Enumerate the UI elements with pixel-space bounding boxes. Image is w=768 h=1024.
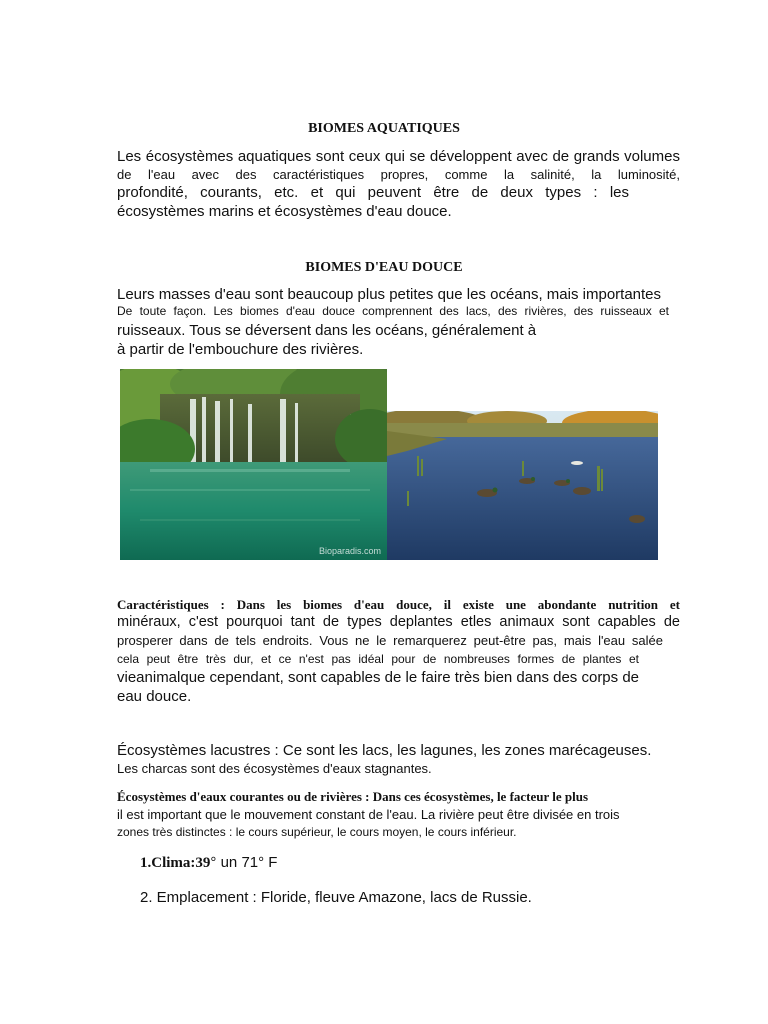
characteristics-line-2: minéraux, c'est pourquoi tant de types deplantes etles animaux sont capables de xyxy=(117,614,680,630)
page-title: BIOMES AQUATIQUES xyxy=(308,121,460,136)
clima-label: 1.Clima:39 xyxy=(140,855,211,871)
characteristics-line-3: prosperer dans de tels endroits. Vous ne le remarquerez peut-être pas, mais l'eau salée xyxy=(117,633,663,648)
lacustres-line-1: Écosystèmes lacustres : Ce sont les lacs, les lagunes, les zones marécageuses. xyxy=(117,742,652,759)
characteristics-line-6: eau douce. xyxy=(117,688,192,705)
freshwater-line-1: Leurs masses d'eau sont beaucoup plus petites que les océans, mais importantes xyxy=(117,286,662,303)
intro-line-2: de l'eau avec des caractéristiques propres, comme la salinité, la luminosité, xyxy=(117,167,680,182)
freshwater-line-4: à partir de l'embouchure des rivières. xyxy=(117,341,364,358)
characteristics-line-5: vieanimalque cependant, sont capables de le faire très bien dans des corps de xyxy=(117,669,640,686)
freshwater-line-2: De toute façon. Les biomes d'eau douce comprennent des lacs, des rivières, des ruisseaux et xyxy=(117,304,669,318)
list-item-clima xyxy=(140,854,703,872)
characteristics-line-4: cela peut être très dur, et ce n'est pas idéal pour de nombreuses formes de plantes et xyxy=(117,652,639,666)
courantes-line-1: Écosystèmes d'eaux courantes ou de rivières : Dans ces écosystèmes, le facteur le plus xyxy=(117,789,589,804)
pond-image xyxy=(387,411,658,560)
freshwater-title: BIOMES D'EAU DOUCE xyxy=(305,260,463,275)
courantes-line-3: zones très distinctes : le cours supérieur, le cours moyen, le cours inférieur. xyxy=(117,825,517,839)
list-item-emplacement: 2. Emplacement : Floride, fleuve Amazone, lacs de Russie. xyxy=(140,889,532,906)
photo-credit: Bioparadis.com xyxy=(318,546,381,556)
characteristics-lead: Caractéristiques : Dans les biomes d'eau douce, il existe une abondante nutrition et xyxy=(117,597,680,612)
intro-line-4: écosystèmes marins et écosystèmes d'eau douce. xyxy=(117,203,452,220)
waterfall-image xyxy=(120,369,387,560)
waterfall-photo xyxy=(120,369,387,560)
pond-ducks-photo xyxy=(387,411,658,560)
clima-value: ° un 71° F xyxy=(210,854,278,871)
intro-line-3: profondité, courants, etc. et qui peuvent être de deux types : les xyxy=(117,184,629,201)
freshwater-line-3: ruisseaux. Tous se déversent dans les océans, généralement à xyxy=(117,322,537,339)
courantes-line-2: il est important que le mouvement constant de l'eau. La rivière peut être divisée en trois xyxy=(117,807,620,822)
lacustres-line-2: Les charcas sont des écosystèmes d'eaux stagnantes. xyxy=(117,761,432,776)
intro-line-1: Les écosystèmes aquatiques sont ceux qui se développent avec de grands volumes xyxy=(117,148,680,165)
